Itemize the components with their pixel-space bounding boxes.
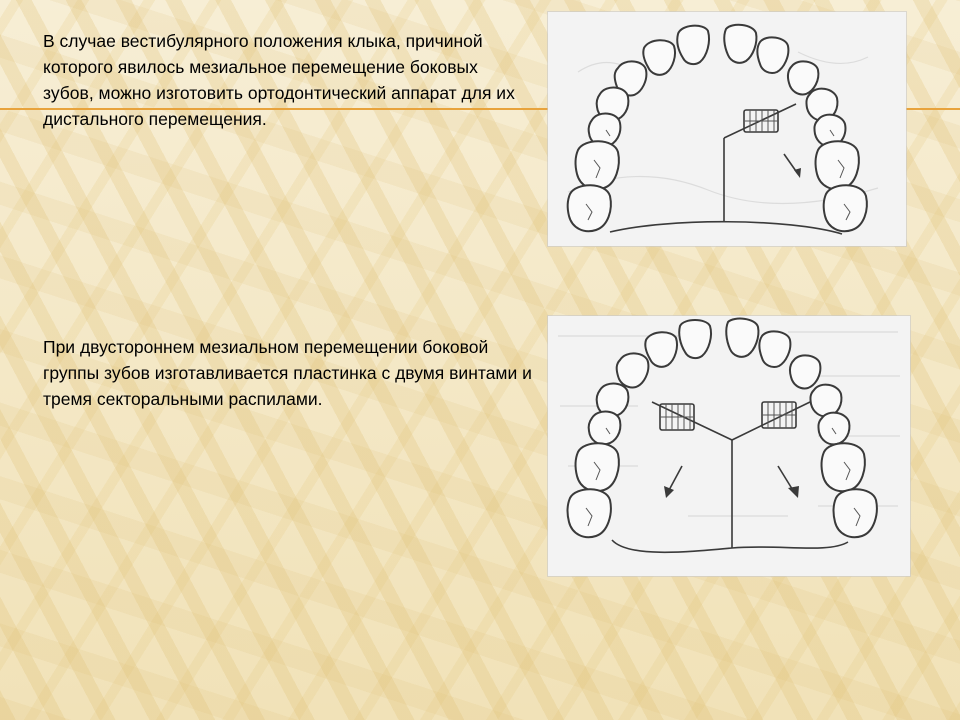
- two-screw-plate-drawing: [548, 316, 910, 576]
- arrow-icon: [784, 154, 801, 178]
- text-block-2: [43, 334, 533, 412]
- teeth-row: [568, 319, 877, 538]
- one-screw-plate-drawing: [548, 12, 906, 246]
- dental-arch-illustration-1: [548, 12, 906, 246]
- screw-icon: [744, 110, 778, 132]
- arrow-icon-left: [664, 466, 682, 498]
- plate-outline: [612, 402, 848, 552]
- screw-icon-right: [762, 402, 796, 428]
- text-block-1: [43, 28, 533, 132]
- paragraph-2: При двустороннем мезиальном перемещении боковой группы зубов изготавливается пластинка с двумя винтами и тремя секторальными распилами.: [43, 337, 532, 409]
- tooth-fissures: [586, 428, 860, 526]
- accent-line-right: [906, 108, 960, 110]
- plate-outline: [610, 104, 842, 234]
- paragraph-1: В случае вестибулярного положения клыка, причиной которого явилось мезиальное перемещение боковых зубов, можно изготовить ортодонтический аппарат для их дистального перемещения.: [43, 31, 515, 129]
- arrow-icon-right: [778, 466, 799, 498]
- tooth-fissures: [586, 130, 850, 220]
- dental-arch-illustration-2: [548, 316, 910, 576]
